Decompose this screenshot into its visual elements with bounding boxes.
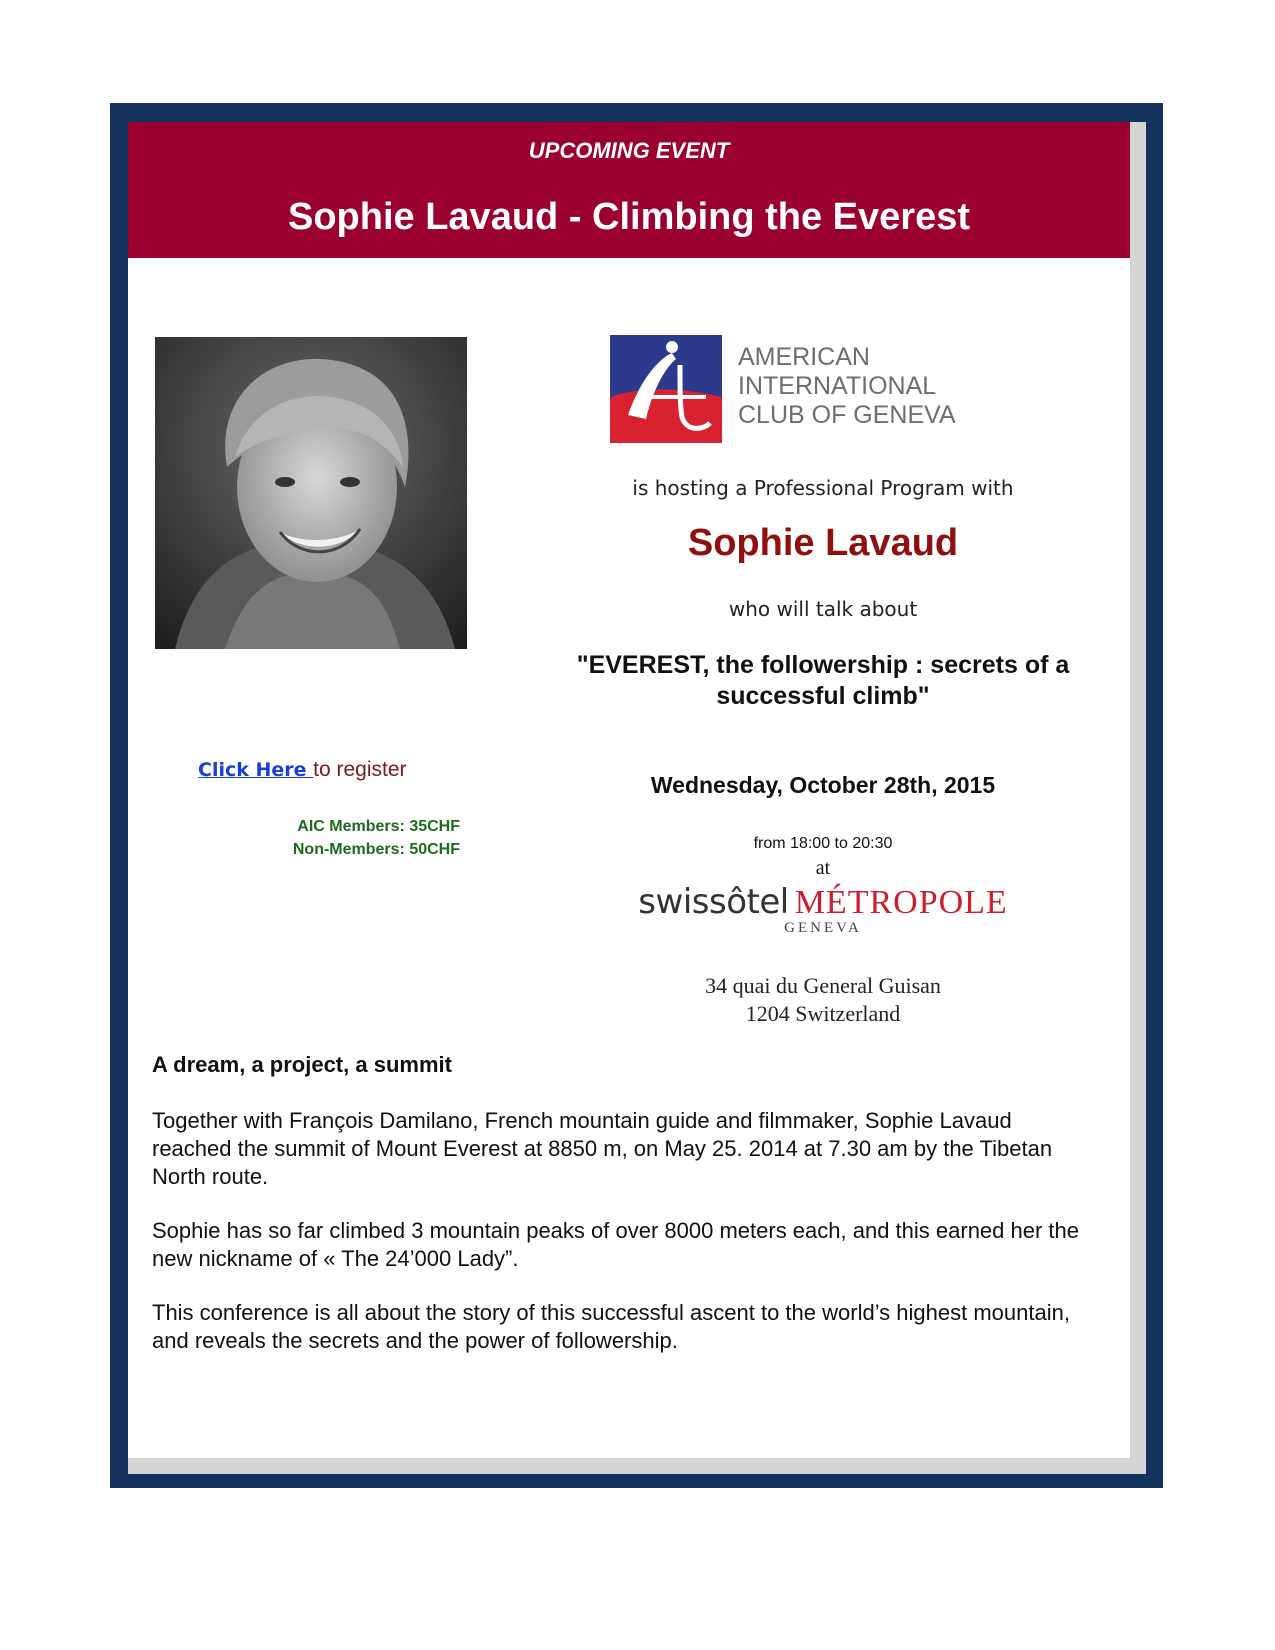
article-heading: A dream, a project, a summit <box>152 1052 452 1077</box>
event-banner <box>128 122 1130 258</box>
event-time: from 18:00 to 20:30 <box>753 835 893 852</box>
banner-title: Sophie Lavaud - Climbing the Everest <box>287 196 970 238</box>
aic-line-1: AMERICAN <box>738 343 870 371</box>
address-line-1: 34 quai du General Guisan <box>705 973 941 998</box>
price-list <box>200 815 460 861</box>
aic-wordmark <box>738 343 956 430</box>
price-non-members: Non-Members: 50CHF <box>292 841 460 858</box>
aic-logo <box>610 335 1000 443</box>
venue-brand: swissôtel <box>638 882 789 922</box>
aic-line-2: INTERNATIONAL <box>738 372 937 400</box>
at-label: at <box>815 857 831 879</box>
price-members: AIC Members: 35CHF <box>297 818 460 835</box>
article-paragraph-3: This conference is all about the story of this successful ascent to the world’s highest mountain, and reveals the secrets and the power of followership. <box>152 1300 1070 1353</box>
address-line-2: 1204 Switzerland <box>745 1001 901 1026</box>
venue-name: MÉTROPOLE <box>794 884 1008 921</box>
register-link[interactable]: Click Here <box>198 759 314 781</box>
register-suffix: to register <box>313 758 407 781</box>
aic-line-3: CLUB OF GENEVA <box>738 401 956 429</box>
hosting-text: is hosting a Professional Program with <box>632 476 1014 500</box>
article-paragraph-1: Together with François Damilano, French mountain guide and filmmaker, Sophie Lavaud reached the summit of Mount Everest at 8850 m, on May 25. 2014 at 7.30 am by the Tibetan North route. <box>152 1108 1053 1189</box>
banner-kicker: UPCOMING EVENT <box>528 138 730 163</box>
venue-city: GENEVA <box>784 920 862 936</box>
register-line <box>198 758 407 782</box>
talk-intro: who will talk about <box>728 597 918 621</box>
speaker-name: Sophie Lavaud <box>687 522 959 564</box>
talk-title: "EVEREST, the followership : secrets of a successful climb" <box>576 651 1070 710</box>
event-date: Wednesday, October 28th, 2015 <box>650 772 996 798</box>
venue-logo <box>583 882 1063 962</box>
speaker-photo <box>155 337 467 649</box>
article-paragraph-2: Sophie has so far climbed 3 mountain peaks of over 8000 meters each, and this earned her the new nickname of « The 24’000 Lady”. <box>152 1218 1080 1271</box>
venue-address <box>518 972 1128 1028</box>
flyer-panel <box>128 122 1130 1458</box>
aic-monogram-icon <box>610 335 722 443</box>
